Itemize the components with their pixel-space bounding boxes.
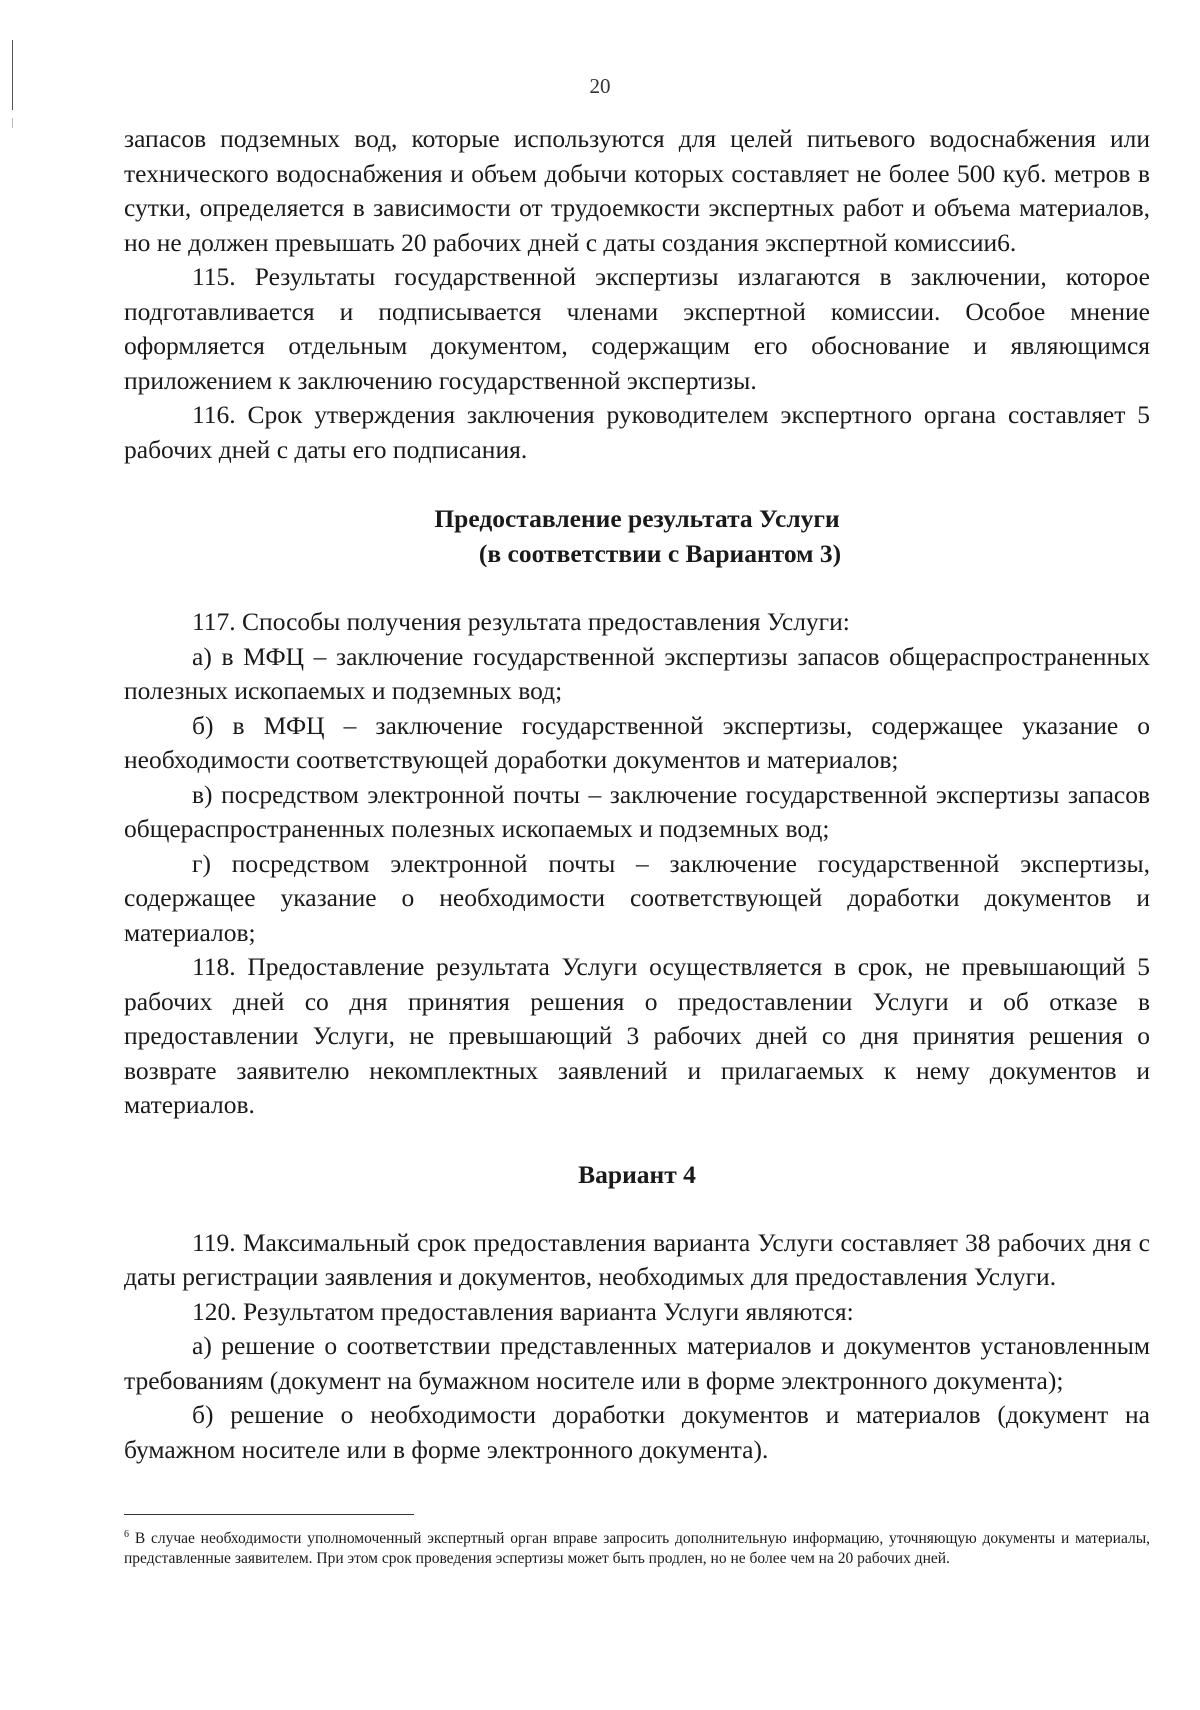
footnote-6 — [124, 1525, 1150, 1569]
footnote-divider — [124, 1514, 414, 1515]
list-item-120a: а) решение о соответствии представленных материалов и документов установленным требованиям (документ на бумажном носителе или в форме электронного документа); — [124, 1331, 1150, 1395]
footnote-area — [124, 1514, 1150, 1569]
list-item-117b: б) в МФЦ – заключение государственной экспертизы, содержащее указание о необходимости соответствующей доработки документов и материалов; — [124, 710, 1150, 774]
paragraph-118: 118. Предоставление результата Услуги осуществляется в срок, не превышающий 5 рабочих дней со дня принятия решения о предоставлении Услуги и об отказе в предоставлении Услуги, не превышающий 3 рабочих дней со дня принятия решения о возврате заявителю некомплектных заявлений и прилагаемых к нему документов и материалов. — [124, 952, 1150, 1119]
footnote-reference: 6 — [997, 227, 1010, 257]
paragraph-text: запасов подземных вод, которые используются для целей питьевого водоснабжения или технического водоснабжения и объем добычи которых составляет не более 500 куб. метров в сутки, определяется в зависимости от трудоемкости экспертных работ и объема материалов, но не должен превышать 20 рабочих дней с даты создания экспертной комиссии — [124, 124, 1150, 257]
section-heading-line: Предоставление результата Услуги — [434, 504, 840, 533]
paragraph-116: 116. Срок утверждения заключения руководителем экспертного органа составляет 5 рабочих дней с даты его подписания. — [124, 400, 1150, 464]
section-heading-result — [124, 501, 1150, 571]
list-item-117d: г) посредством электронной почты – заключение государственной экспертизы, содержащее указание о необходимости соответствующей доработки документов и материалов; — [124, 848, 1150, 947]
list-item-117c: в) посредством электронной почты – заключение государственной экспертизы запасов общераспространенных полезных ископаемых и подземных вод; — [124, 779, 1150, 843]
paragraph-end: . — [1009, 227, 1017, 257]
section-heading-line: (в соответствии с Вариантом 3) — [478, 539, 842, 568]
paragraph-120: 120. Результатом предоставления варианта Услуги являются: — [192, 1296, 854, 1326]
scan-edge-mark — [12, 118, 13, 128]
paragraph-115: 115. Результаты государственной экспертизы излагаются в заключении, которое подготавливается и подписывается членами экспертной комиссии. Особое мнение оформляется отдельным документом, содержащим его обоснование и являющимся приложением к заключению государственной экспертизы. — [124, 262, 1150, 395]
paragraph-117: 117. Способы получения результата предоставления Услуги: — [192, 607, 850, 636]
footnote-text: В случае необходимости уполномоченный экспертный орган вправе запросить дополнительную информацию, уточняющую документы и материалы, представленные заявителем. При этом срок проведения эспертизы может быть продлен, но не более чем на 20 рабочих дней. — [124, 1530, 1151, 1568]
document-body — [124, 122, 1150, 1467]
list-item-120b: б) решение о необходимости доработки документов и материалов (документ на бумажном носителе или в форме электронного документа). — [124, 1400, 1150, 1464]
section-heading-variant-4: Вариант 4 — [578, 1159, 696, 1189]
paragraph-continuation — [124, 122, 1150, 260]
footnote-marker: 6 — [124, 1529, 129, 1540]
list-item-117a: а) в МФЦ – заключение государственной экспертизы запасов общераспространенных полезных ископаемых и подземных вод; — [124, 641, 1150, 705]
paragraph-119: 119. Максимальный срок предоставления варианта Услуги составляет 38 рабочих дня с даты регистрации заявления и документов, необходимых для предоставления Услуги. — [124, 1227, 1150, 1291]
page-number: 20 — [589, 74, 611, 98]
